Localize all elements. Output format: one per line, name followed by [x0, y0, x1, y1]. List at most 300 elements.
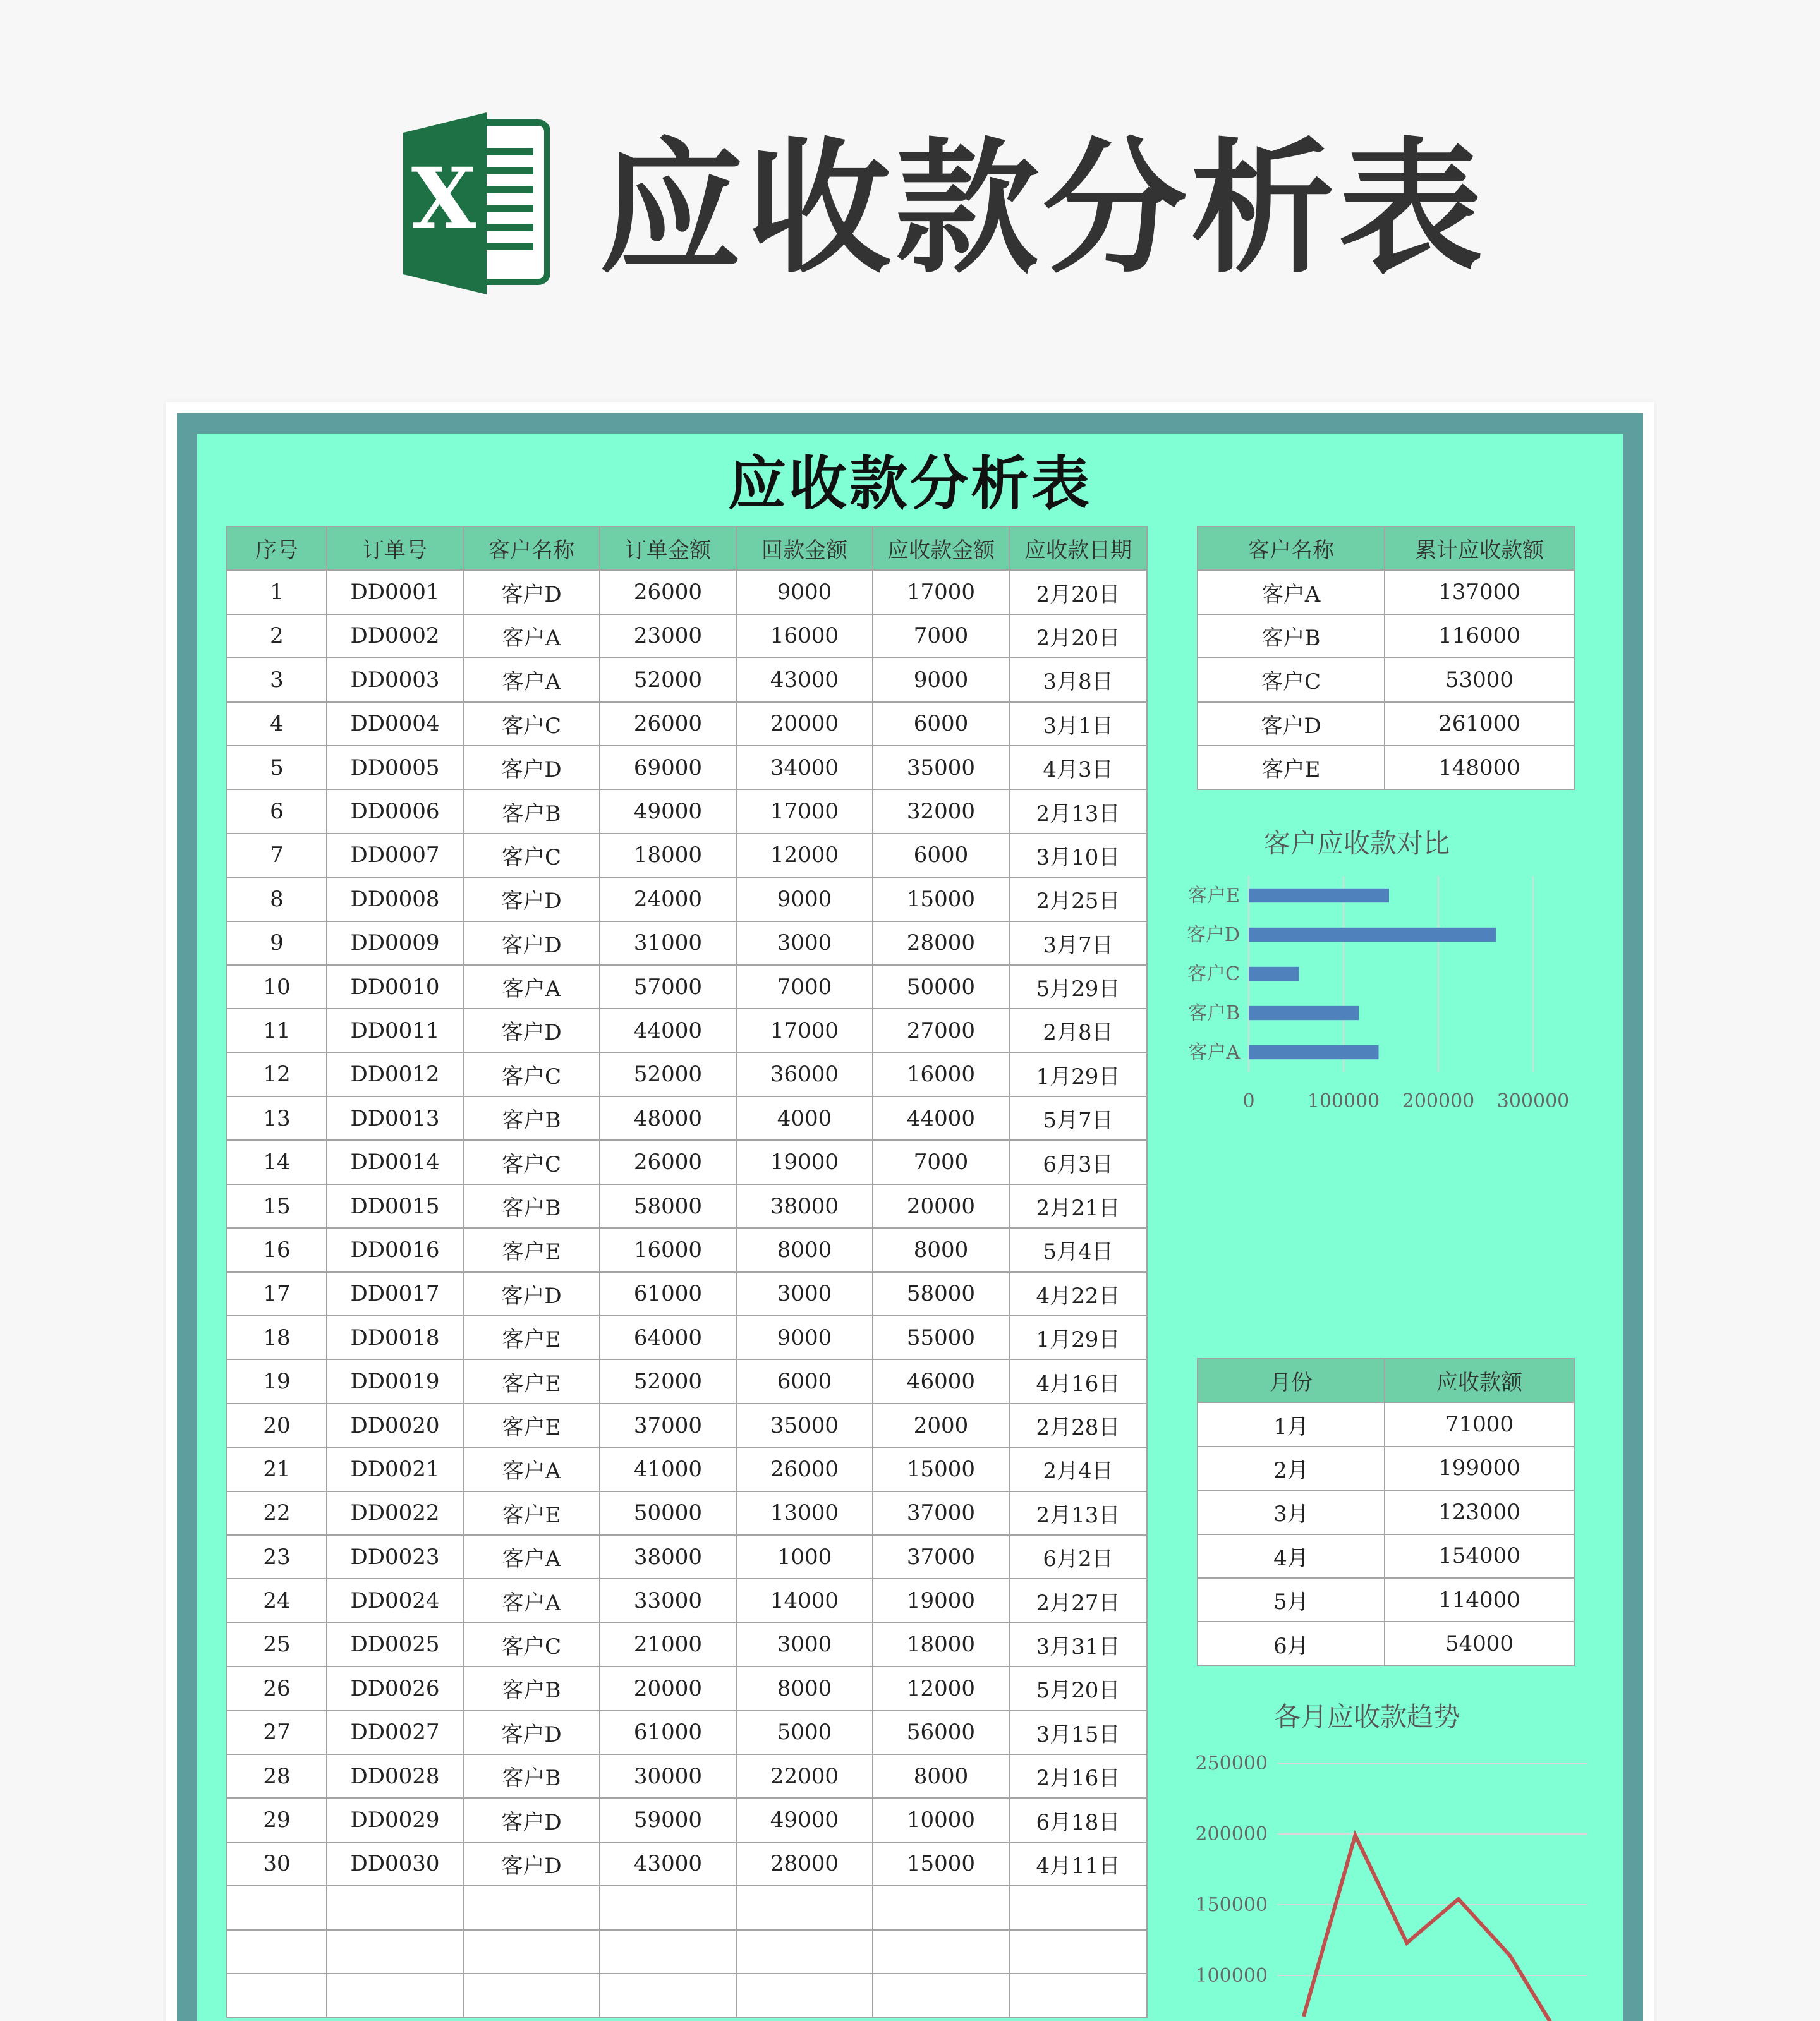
table-cell[interactable]: 28000 [873, 921, 1009, 965]
table-cell[interactable]: 客户D [463, 1009, 600, 1052]
table-cell[interactable]: 3月15日 [1009, 1711, 1147, 1754]
table-cell[interactable]: 2月 [1198, 1447, 1385, 1490]
table-cell[interactable]: 客户A [463, 658, 600, 701]
table-cell[interactable]: 38000 [736, 1184, 873, 1228]
table-cell[interactable]: 28 [227, 1754, 327, 1798]
table-cell[interactable] [227, 1886, 327, 1929]
table-cell[interactable]: 61000 [600, 1272, 736, 1316]
table-cell[interactable]: 10000 [873, 1798, 1009, 1842]
table-cell[interactable] [227, 1930, 327, 1974]
table-cell[interactable]: DD0026 [327, 1666, 463, 1710]
table-cell[interactable]: 69000 [600, 746, 736, 789]
table-cell[interactable]: 24000 [600, 877, 736, 921]
table-cell[interactable]: 14 [227, 1140, 327, 1184]
table-cell[interactable]: 19000 [873, 1579, 1009, 1622]
table-cell[interactable]: 1月29日 [1009, 1053, 1147, 1096]
table-cell[interactable]: 客户D [463, 570, 600, 614]
table-cell[interactable]: DD0016 [327, 1228, 463, 1271]
table-cell[interactable]: 客户B [463, 1096, 600, 1140]
table-row [227, 1447, 1147, 1491]
table-cell[interactable] [736, 1974, 873, 2017]
column-header[interactable]: 应收款额 [1385, 1359, 1574, 1402]
table-cell[interactable]: 26000 [600, 702, 736, 746]
table-cell[interactable]: 2月8日 [1009, 1009, 1147, 1052]
table-cell[interactable]: 64000 [600, 1316, 736, 1359]
table-cell[interactable]: DD0017 [327, 1272, 463, 1316]
table-header-row [1198, 1359, 1574, 1402]
table-cell[interactable] [736, 1886, 873, 1929]
table-cell[interactable]: DD0001 [327, 570, 463, 614]
table-cell[interactable]: 20 [227, 1404, 327, 1447]
table-cell[interactable]: 27000 [873, 1009, 1009, 1052]
table-cell[interactable]: 客户A [463, 614, 600, 658]
column-header[interactable]: 序号 [227, 526, 327, 570]
y-tick-label: 150000 [1195, 1894, 1268, 1916]
table-cell[interactable]: 客户E [463, 1316, 600, 1359]
table-cell[interactable]: 58000 [873, 1272, 1009, 1316]
table-cell[interactable]: 8000 [873, 1228, 1009, 1271]
table-cell[interactable]: 2月16日 [1009, 1754, 1147, 1798]
table-cell[interactable]: 48000 [600, 1096, 736, 1140]
table-cell[interactable]: 6月3日 [1009, 1140, 1147, 1184]
table-cell[interactable]: 17000 [736, 789, 873, 833]
table-cell[interactable]: 57000 [600, 965, 736, 1009]
table-cell[interactable]: 8000 [873, 1754, 1009, 1798]
table-cell[interactable]: 2月13日 [1009, 1491, 1147, 1535]
table-cell[interactable]: 5月 [1198, 1578, 1385, 1622]
table-cell[interactable]: 6月2日 [1009, 1535, 1147, 1579]
table-cell[interactable]: 13000 [736, 1491, 873, 1535]
table-cell[interactable]: DD0027 [327, 1711, 463, 1754]
table-cell[interactable]: 1月29日 [1009, 1316, 1147, 1359]
table-row [227, 1666, 1147, 1710]
table-cell[interactable]: 59000 [600, 1798, 736, 1842]
table-cell[interactable] [600, 1930, 736, 1974]
table-cell[interactable]: 4月16日 [1009, 1359, 1147, 1403]
table-cell[interactable]: 14000 [736, 1579, 873, 1622]
table-cell[interactable]: DD0009 [327, 921, 463, 965]
table-cell[interactable]: 9000 [736, 877, 873, 921]
table-cell[interactable]: 36000 [736, 1053, 873, 1096]
table-cell[interactable]: 客户D [463, 1711, 600, 1754]
table-cell[interactable]: 11 [227, 1009, 327, 1052]
table-cell[interactable]: 7 [227, 834, 327, 877]
table-cell[interactable]: 客户D [463, 1272, 600, 1316]
table-cell[interactable] [327, 1930, 463, 1974]
table-cell[interactable]: DD0015 [327, 1184, 463, 1228]
table-cell[interactable]: 55000 [873, 1316, 1009, 1359]
table-cell[interactable]: 1月 [1198, 1402, 1385, 1446]
table-cell[interactable]: 4月3日 [1009, 746, 1147, 789]
table-cell[interactable]: 3000 [736, 921, 873, 965]
table-cell[interactable]: 9 [227, 921, 327, 965]
table-cell[interactable]: 2月25日 [1009, 877, 1147, 921]
table-row [1198, 702, 1574, 746]
table-cell[interactable]: 12000 [736, 834, 873, 877]
table-cell[interactable]: 2月20日 [1009, 614, 1147, 658]
bar[interactable] [1249, 889, 1389, 902]
table-cell[interactable]: DD0025 [327, 1623, 463, 1666]
table-cell[interactable]: 7000 [736, 965, 873, 1009]
table-cell[interactable]: 客户D [463, 1798, 600, 1842]
table-cell[interactable]: 16000 [736, 614, 873, 658]
table-cell[interactable]: 43000 [736, 658, 873, 701]
table-row [227, 1579, 1147, 1622]
table-cell[interactable]: 12 [227, 1053, 327, 1096]
table-cell[interactable]: 20000 [873, 1184, 1009, 1228]
y-tick-label: 客户B [1187, 1002, 1240, 1024]
y-tick-label: 客户C [1187, 963, 1240, 985]
table-cell[interactable]: 33000 [600, 1579, 736, 1622]
table-cell[interactable] [600, 1886, 736, 1929]
table-cell[interactable]: 2月27日 [1009, 1579, 1147, 1622]
table-cell[interactable]: DD0018 [327, 1316, 463, 1359]
table-row [227, 1754, 1147, 1798]
table-cell[interactable]: 28000 [736, 1842, 873, 1886]
table-cell[interactable]: 1 [227, 570, 327, 614]
table-cell[interactable]: DD0014 [327, 1140, 463, 1184]
table-cell[interactable]: DD0005 [327, 746, 463, 789]
page-header [0, 0, 1820, 379]
table-cell[interactable]: 5000 [736, 1711, 873, 1754]
table-cell[interactable] [327, 1886, 463, 1929]
table-cell[interactable]: 1000 [736, 1535, 873, 1579]
data-point[interactable] [1303, 2016, 1304, 2017]
table-row [227, 1009, 1147, 1052]
table-cell[interactable]: 26 [227, 1666, 327, 1710]
table-cell[interactable]: DD0012 [327, 1053, 463, 1096]
table-cell[interactable]: 37000 [873, 1491, 1009, 1535]
table-cell[interactable]: 9000 [736, 1316, 873, 1359]
table-cell[interactable]: 客户E [463, 1491, 600, 1535]
table-cell[interactable]: 41000 [600, 1447, 736, 1491]
x-tick-label: 0 [1242, 1090, 1255, 1112]
table-cell[interactable]: 38000 [600, 1535, 736, 1579]
table-cell[interactable] [327, 1974, 463, 2017]
table-cell[interactable]: 25 [227, 1623, 327, 1666]
table-cell[interactable]: 客户A [1198, 570, 1385, 614]
table-cell[interactable]: 29 [227, 1798, 327, 1842]
table-cell[interactable] [463, 1930, 600, 1974]
table-cell[interactable]: 12000 [873, 1666, 1009, 1710]
table-cell[interactable]: 5月20日 [1009, 1666, 1147, 1710]
table-cell[interactable]: 客户A [463, 1579, 600, 1622]
bar[interactable] [1249, 967, 1299, 981]
table-header-row [1198, 526, 1574, 570]
table-cell[interactable]: 4月22日 [1009, 1272, 1147, 1316]
table-cell[interactable]: 15000 [873, 1842, 1009, 1886]
table-cell[interactable]: 客户D [463, 877, 600, 921]
table-cell[interactable]: 16 [227, 1228, 327, 1271]
table-cell[interactable]: 20000 [600, 1666, 736, 1710]
column-header[interactable]: 应收款日期 [1009, 526, 1147, 570]
table-cell[interactable]: DD0022 [327, 1491, 463, 1535]
table-cell[interactable]: 2月21日 [1009, 1184, 1147, 1228]
table-cell[interactable]: 49000 [600, 789, 736, 833]
table-cell[interactable]: 26000 [736, 1447, 873, 1491]
table-cell[interactable]: 24 [227, 1579, 327, 1622]
table-cell[interactable]: 16000 [873, 1053, 1009, 1096]
table-row [227, 1842, 1147, 1886]
table-cell[interactable]: DD0024 [327, 1579, 463, 1622]
table-cell[interactable]: 19 [227, 1359, 327, 1403]
table-cell[interactable]: DD0020 [327, 1404, 463, 1447]
table-cell[interactable] [1009, 1886, 1147, 1929]
table-cell[interactable]: 35000 [736, 1404, 873, 1447]
table-cell[interactable]: 30000 [600, 1754, 736, 1798]
table-cell[interactable]: 17000 [873, 570, 1009, 614]
column-header[interactable]: 客户名称 [1198, 526, 1385, 570]
table-cell[interactable]: 5月7日 [1009, 1096, 1147, 1140]
monthly-line-chart [1183, 1748, 1613, 2021]
table-cell[interactable]: 5月4日 [1009, 1228, 1147, 1271]
table-cell[interactable]: 37000 [873, 1535, 1009, 1579]
table-cell[interactable]: 43000 [600, 1842, 736, 1886]
table-row [227, 1053, 1147, 1096]
table-cell[interactable]: 客户C [463, 834, 600, 877]
table-cell[interactable]: 8000 [736, 1228, 873, 1271]
table-cell[interactable]: 21 [227, 1447, 327, 1491]
table-cell[interactable]: 3月1日 [1009, 702, 1147, 746]
data-point[interactable] [1355, 1835, 1356, 1836]
table-cell[interactable]: 8 [227, 877, 327, 921]
table-cell[interactable]: 3月31日 [1009, 1623, 1147, 1666]
table-cell[interactable]: 15 [227, 1184, 327, 1228]
table-cell[interactable] [1009, 1974, 1147, 2017]
table-cell[interactable]: 客户E [463, 1359, 600, 1403]
table-cell[interactable] [873, 1886, 1009, 1929]
table-cell[interactable]: 15000 [873, 1447, 1009, 1491]
table-row [1198, 1578, 1574, 1622]
table-cell[interactable]: 6000 [873, 834, 1009, 877]
table-cell[interactable]: DD0021 [327, 1447, 463, 1491]
table-cell[interactable]: 18 [227, 1316, 327, 1359]
table-cell[interactable]: 客户C [463, 702, 600, 746]
table-row [227, 1404, 1147, 1447]
table-cell[interactable]: 2000 [873, 1404, 1009, 1447]
table-cell[interactable]: DD0011 [327, 1009, 463, 1052]
table-cell[interactable]: 46000 [873, 1359, 1009, 1403]
table-cell[interactable]: 56000 [873, 1711, 1009, 1754]
table-cell[interactable] [1009, 1930, 1147, 1974]
bar[interactable] [1249, 1045, 1379, 1059]
table-cell[interactable]: 8000 [736, 1666, 873, 1710]
table-cell[interactable]: 23000 [600, 614, 736, 658]
table-cell[interactable]: DD0030 [327, 1842, 463, 1886]
table-cell[interactable]: 7000 [873, 1140, 1009, 1184]
table-cell[interactable]: 61000 [600, 1711, 736, 1754]
table-cell[interactable]: 客户C [463, 1140, 600, 1184]
table-cell[interactable]: DD0004 [327, 702, 463, 746]
table-cell[interactable]: DD0008 [327, 877, 463, 921]
table-cell[interactable]: 6000 [736, 1359, 873, 1403]
bar[interactable] [1249, 928, 1496, 942]
table-cell[interactable]: 54000 [1385, 1622, 1574, 1665]
data-point[interactable] [1458, 1899, 1459, 1900]
table-cell[interactable]: 52000 [600, 658, 736, 701]
table-cell[interactable]: 123000 [1385, 1490, 1574, 1534]
table-cell[interactable]: 客户A [463, 1535, 600, 1579]
table-cell[interactable]: 137000 [1385, 570, 1574, 614]
table-cell[interactable]: 18000 [600, 834, 736, 877]
table-cell[interactable]: 3000 [736, 1272, 873, 1316]
table-cell[interactable]: DD0023 [327, 1535, 463, 1579]
table-cell[interactable]: 26000 [600, 570, 736, 614]
table-cell[interactable]: 客户B [463, 789, 600, 833]
column-header[interactable]: 订单号 [327, 526, 463, 570]
table-cell[interactable]: 客户E [463, 1228, 600, 1271]
table-cell[interactable]: 58000 [600, 1184, 736, 1228]
y-tick-label: 客户E [1188, 885, 1240, 907]
table-row [227, 1272, 1147, 1316]
table-cell[interactable] [736, 1930, 873, 1974]
table-cell[interactable]: 客户B [1198, 614, 1385, 658]
table-cell[interactable]: 44000 [600, 1009, 736, 1052]
table-cell[interactable] [463, 1974, 600, 2017]
table-cell[interactable]: 18000 [873, 1623, 1009, 1666]
table-cell[interactable]: 114000 [1385, 1578, 1574, 1622]
column-header[interactable]: 订单金额 [600, 526, 736, 570]
table-cell[interactable]: 71000 [1385, 1402, 1574, 1446]
table-cell[interactable]: 31000 [600, 921, 736, 965]
table-cell[interactable]: 3月10日 [1009, 834, 1147, 877]
table-cell[interactable] [873, 1974, 1009, 2017]
table-cell[interactable]: 客户D [1198, 702, 1385, 746]
table-cell[interactable] [227, 1974, 327, 2017]
table-cell[interactable] [873, 1930, 1009, 1974]
table-cell[interactable]: 44000 [873, 1096, 1009, 1140]
table-cell[interactable]: 4 [227, 702, 327, 746]
table-row [1198, 1534, 1574, 1578]
table-cell[interactable]: 5月29日 [1009, 965, 1147, 1009]
table-cell[interactable]: DD0003 [327, 658, 463, 701]
table-cell[interactable]: DD0002 [327, 614, 463, 658]
sheet-title: 应收款分析表 [727, 450, 1092, 518]
table-cell[interactable]: 52000 [600, 1359, 736, 1403]
table-cell[interactable]: 21000 [600, 1623, 736, 1666]
column-header[interactable]: 回款金额 [736, 526, 873, 570]
table-cell[interactable]: 客户B [463, 1184, 600, 1228]
table-cell[interactable]: DD0013 [327, 1096, 463, 1140]
table-cell[interactable]: 50000 [600, 1491, 736, 1535]
table-cell[interactable]: 客户C [1198, 658, 1385, 701]
table-cell[interactable]: 6 [227, 789, 327, 833]
table-cell[interactable] [463, 1886, 600, 1929]
table-cell[interactable]: 199000 [1385, 1447, 1574, 1490]
table-cell[interactable]: 3月7日 [1009, 921, 1147, 965]
table-cell[interactable]: 7000 [873, 614, 1009, 658]
table-cell[interactable]: 客户B [463, 1754, 600, 1798]
table-cell[interactable]: 6000 [873, 702, 1009, 746]
table-cell[interactable]: 4月 [1198, 1534, 1385, 1578]
table-cell[interactable]: 客户E [1198, 746, 1385, 789]
table-cell[interactable]: 客户D [463, 921, 600, 965]
table-cell[interactable]: 2月13日 [1009, 789, 1147, 833]
table-cell[interactable]: 6月 [1198, 1622, 1385, 1665]
excel-icon [403, 111, 550, 294]
table-cell[interactable]: 客户D [463, 746, 600, 789]
table-cell[interactable]: 4月11日 [1009, 1842, 1147, 1886]
column-header[interactable]: 累计应收款额 [1385, 526, 1574, 570]
table-cell[interactable]: 49000 [736, 1798, 873, 1842]
table-cell[interactable]: 2月20日 [1009, 570, 1147, 614]
table-cell[interactable]: 148000 [1385, 746, 1574, 789]
table-cell[interactable]: 9000 [736, 570, 873, 614]
table-row [227, 1798, 1147, 1842]
table-row [227, 1930, 1147, 1974]
table-cell[interactable]: 53000 [1385, 658, 1574, 701]
table-cell[interactable]: 客户A [463, 1447, 600, 1491]
y-tick-label: 100000 [1195, 1965, 1268, 1987]
table-cell[interactable]: 261000 [1385, 702, 1574, 746]
table-cell[interactable]: 10 [227, 965, 327, 1009]
table-cell[interactable]: DD0006 [327, 789, 463, 833]
table-cell[interactable]: 3月8日 [1009, 658, 1147, 701]
table-cell[interactable]: 客户A [463, 965, 600, 1009]
table-cell[interactable]: 22000 [736, 1754, 873, 1798]
table-cell[interactable]: 32000 [873, 789, 1009, 833]
table-cell[interactable]: DD0007 [327, 834, 463, 877]
column-header[interactable]: 月份 [1198, 1359, 1385, 1402]
table-cell[interactable]: DD0029 [327, 1798, 463, 1842]
table-cell[interactable]: 22 [227, 1491, 327, 1535]
table-cell[interactable]: 2月4日 [1009, 1447, 1147, 1491]
table-cell[interactable]: 26000 [600, 1140, 736, 1184]
table-cell[interactable]: 17 [227, 1272, 327, 1316]
table-cell[interactable]: 3000 [736, 1623, 873, 1666]
table-cell[interactable]: 客户E [463, 1404, 600, 1447]
table-cell[interactable]: 15000 [873, 877, 1009, 921]
table-cell[interactable]: 9000 [873, 658, 1009, 701]
table-cell[interactable]: 客户D [463, 1842, 600, 1886]
column-header[interactable]: 客户名称 [463, 526, 600, 570]
table-cell[interactable]: 3月 [1198, 1490, 1385, 1534]
table-row [227, 1316, 1147, 1359]
bar[interactable] [1249, 1006, 1359, 1020]
table-cell[interactable]: 23 [227, 1535, 327, 1579]
table-cell[interactable]: 116000 [1385, 614, 1574, 658]
table-cell[interactable]: 客户C [463, 1053, 600, 1096]
table-cell[interactable]: 17000 [736, 1009, 873, 1052]
table-cell[interactable]: 2月28日 [1009, 1404, 1147, 1447]
table-cell[interactable]: 13 [227, 1096, 327, 1140]
table-cell[interactable]: 52000 [600, 1053, 736, 1096]
table-cell[interactable]: 19000 [736, 1140, 873, 1184]
table-cell[interactable]: DD0010 [327, 965, 463, 1009]
table-cell[interactable]: 35000 [873, 746, 1009, 789]
table-cell[interactable]: 客户C [463, 1623, 600, 1666]
table-cell[interactable]: 154000 [1385, 1534, 1574, 1578]
table-cell[interactable]: 20000 [736, 702, 873, 746]
table-cell[interactable]: 2 [227, 614, 327, 658]
table-cell[interactable]: 客户B [463, 1666, 600, 1710]
table-cell[interactable]: DD0028 [327, 1754, 463, 1798]
table-cell[interactable]: DD0019 [327, 1359, 463, 1403]
table-cell[interactable]: 34000 [736, 746, 873, 789]
table-cell[interactable]: 5 [227, 746, 327, 789]
table-cell[interactable]: 27 [227, 1711, 327, 1754]
table-cell[interactable]: 6月18日 [1009, 1798, 1147, 1842]
series-line[interactable] [1304, 1835, 1562, 2021]
table-cell[interactable]: 30 [227, 1842, 327, 1886]
table-cell[interactable]: 16000 [600, 1228, 736, 1271]
table-cell[interactable]: 4000 [736, 1096, 873, 1140]
table-cell[interactable] [600, 1974, 736, 2017]
column-header[interactable]: 应收款金额 [873, 526, 1009, 570]
table-cell[interactable]: 3 [227, 658, 327, 701]
table-cell[interactable]: 50000 [873, 965, 1009, 1009]
table-cell[interactable]: 37000 [600, 1404, 736, 1447]
